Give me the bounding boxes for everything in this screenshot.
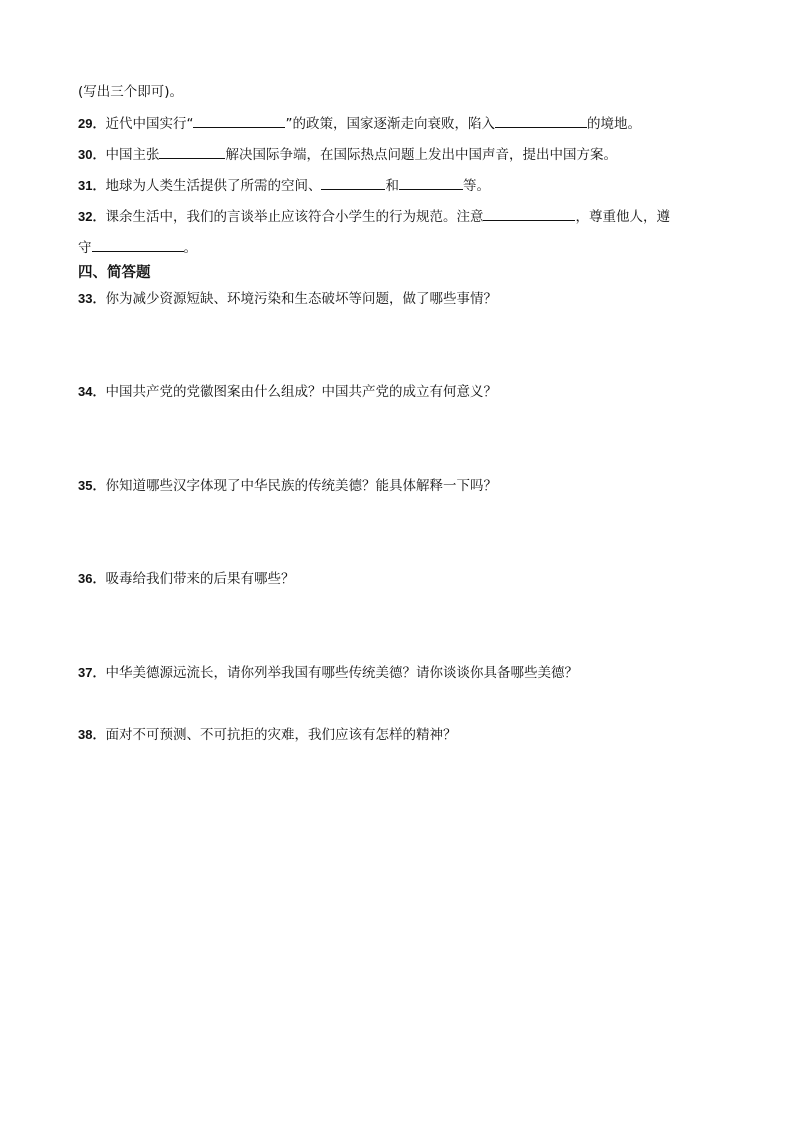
question-38 xyxy=(78,725,456,745)
question-34 xyxy=(78,382,497,402)
question-30 xyxy=(78,144,617,165)
question-number: 30． xyxy=(78,147,106,162)
question-number: 38． xyxy=(78,727,106,742)
question-text: 中国共产党的党徽图案由什么组成？中国共产党的成立有何意义？ xyxy=(105,384,497,400)
question-31 xyxy=(78,175,490,196)
answer-blank[interactable] xyxy=(193,113,285,128)
question-text-before: 地球为人类生活提供了所需的空间、 xyxy=(105,178,322,194)
question-text-before: 近代中国实行“ xyxy=(105,116,194,132)
question-number: 37． xyxy=(78,665,106,680)
answer-blank[interactable] xyxy=(321,175,385,190)
question-32-continuation xyxy=(78,237,197,258)
question-text-after: 解决国际争端，在国际热点问题上发出中国声音，提出中国方案。 xyxy=(225,147,617,163)
question-text: 吸毒给我们带来的后果有哪些？ xyxy=(105,571,295,587)
question-number: 31． xyxy=(78,178,106,193)
question-35 xyxy=(78,476,497,496)
question-32 xyxy=(78,206,670,227)
answer-blank[interactable] xyxy=(495,113,587,128)
question-text: 面对不可预测、不可抗拒的灾难，我们应该有怎样的精神？ xyxy=(105,727,457,743)
question-text: 你为减少资源短缺、环境污染和生态破坏等问题，做了哪些事情？ xyxy=(105,291,497,307)
answer-blank[interactable] xyxy=(159,144,225,159)
question-number: 34． xyxy=(78,384,106,399)
section-heading: 四、简答题 xyxy=(78,265,151,281)
question-number: 33． xyxy=(78,291,106,306)
question-text-before: 课余生活中，我们的言谈举止应该符合小学生的行为规范。注意 xyxy=(105,209,484,225)
continuation-label: (写出三个即可)。 xyxy=(78,84,184,100)
question-37 xyxy=(78,663,578,683)
question-text-after: 。 xyxy=(183,240,197,256)
answer-blank[interactable] xyxy=(92,237,184,252)
question-text-before: 中国主张 xyxy=(105,147,160,163)
question-number: 36． xyxy=(78,571,106,586)
question-text-middle: ”的政策，国家逐渐走向衰败，陷入 xyxy=(285,116,495,132)
question-29 xyxy=(78,113,641,134)
question-text-after: 等。 xyxy=(462,178,490,194)
question-number: 32． xyxy=(78,209,106,224)
question-text-after: 的境地。 xyxy=(586,116,641,132)
question-text-after: ，尊重他人，遵 xyxy=(575,209,670,225)
continuation-text xyxy=(78,82,183,102)
question-text: 你知道哪些汉字体现了中华民族的传统美德？能具体解释一下吗？ xyxy=(105,478,497,494)
question-text-before: 守 xyxy=(78,240,92,256)
answer-blank[interactable] xyxy=(399,175,463,190)
question-number: 35． xyxy=(78,478,106,493)
answer-blank[interactable] xyxy=(483,206,575,221)
question-text-middle: 和 xyxy=(385,178,399,194)
question-33 xyxy=(78,289,497,309)
question-number: 29． xyxy=(78,116,106,131)
question-text: 中华美德源远流长，请你列举我国有哪些传统美德？请你谈谈你具备哪些美德？ xyxy=(105,665,578,681)
question-36 xyxy=(78,569,294,589)
